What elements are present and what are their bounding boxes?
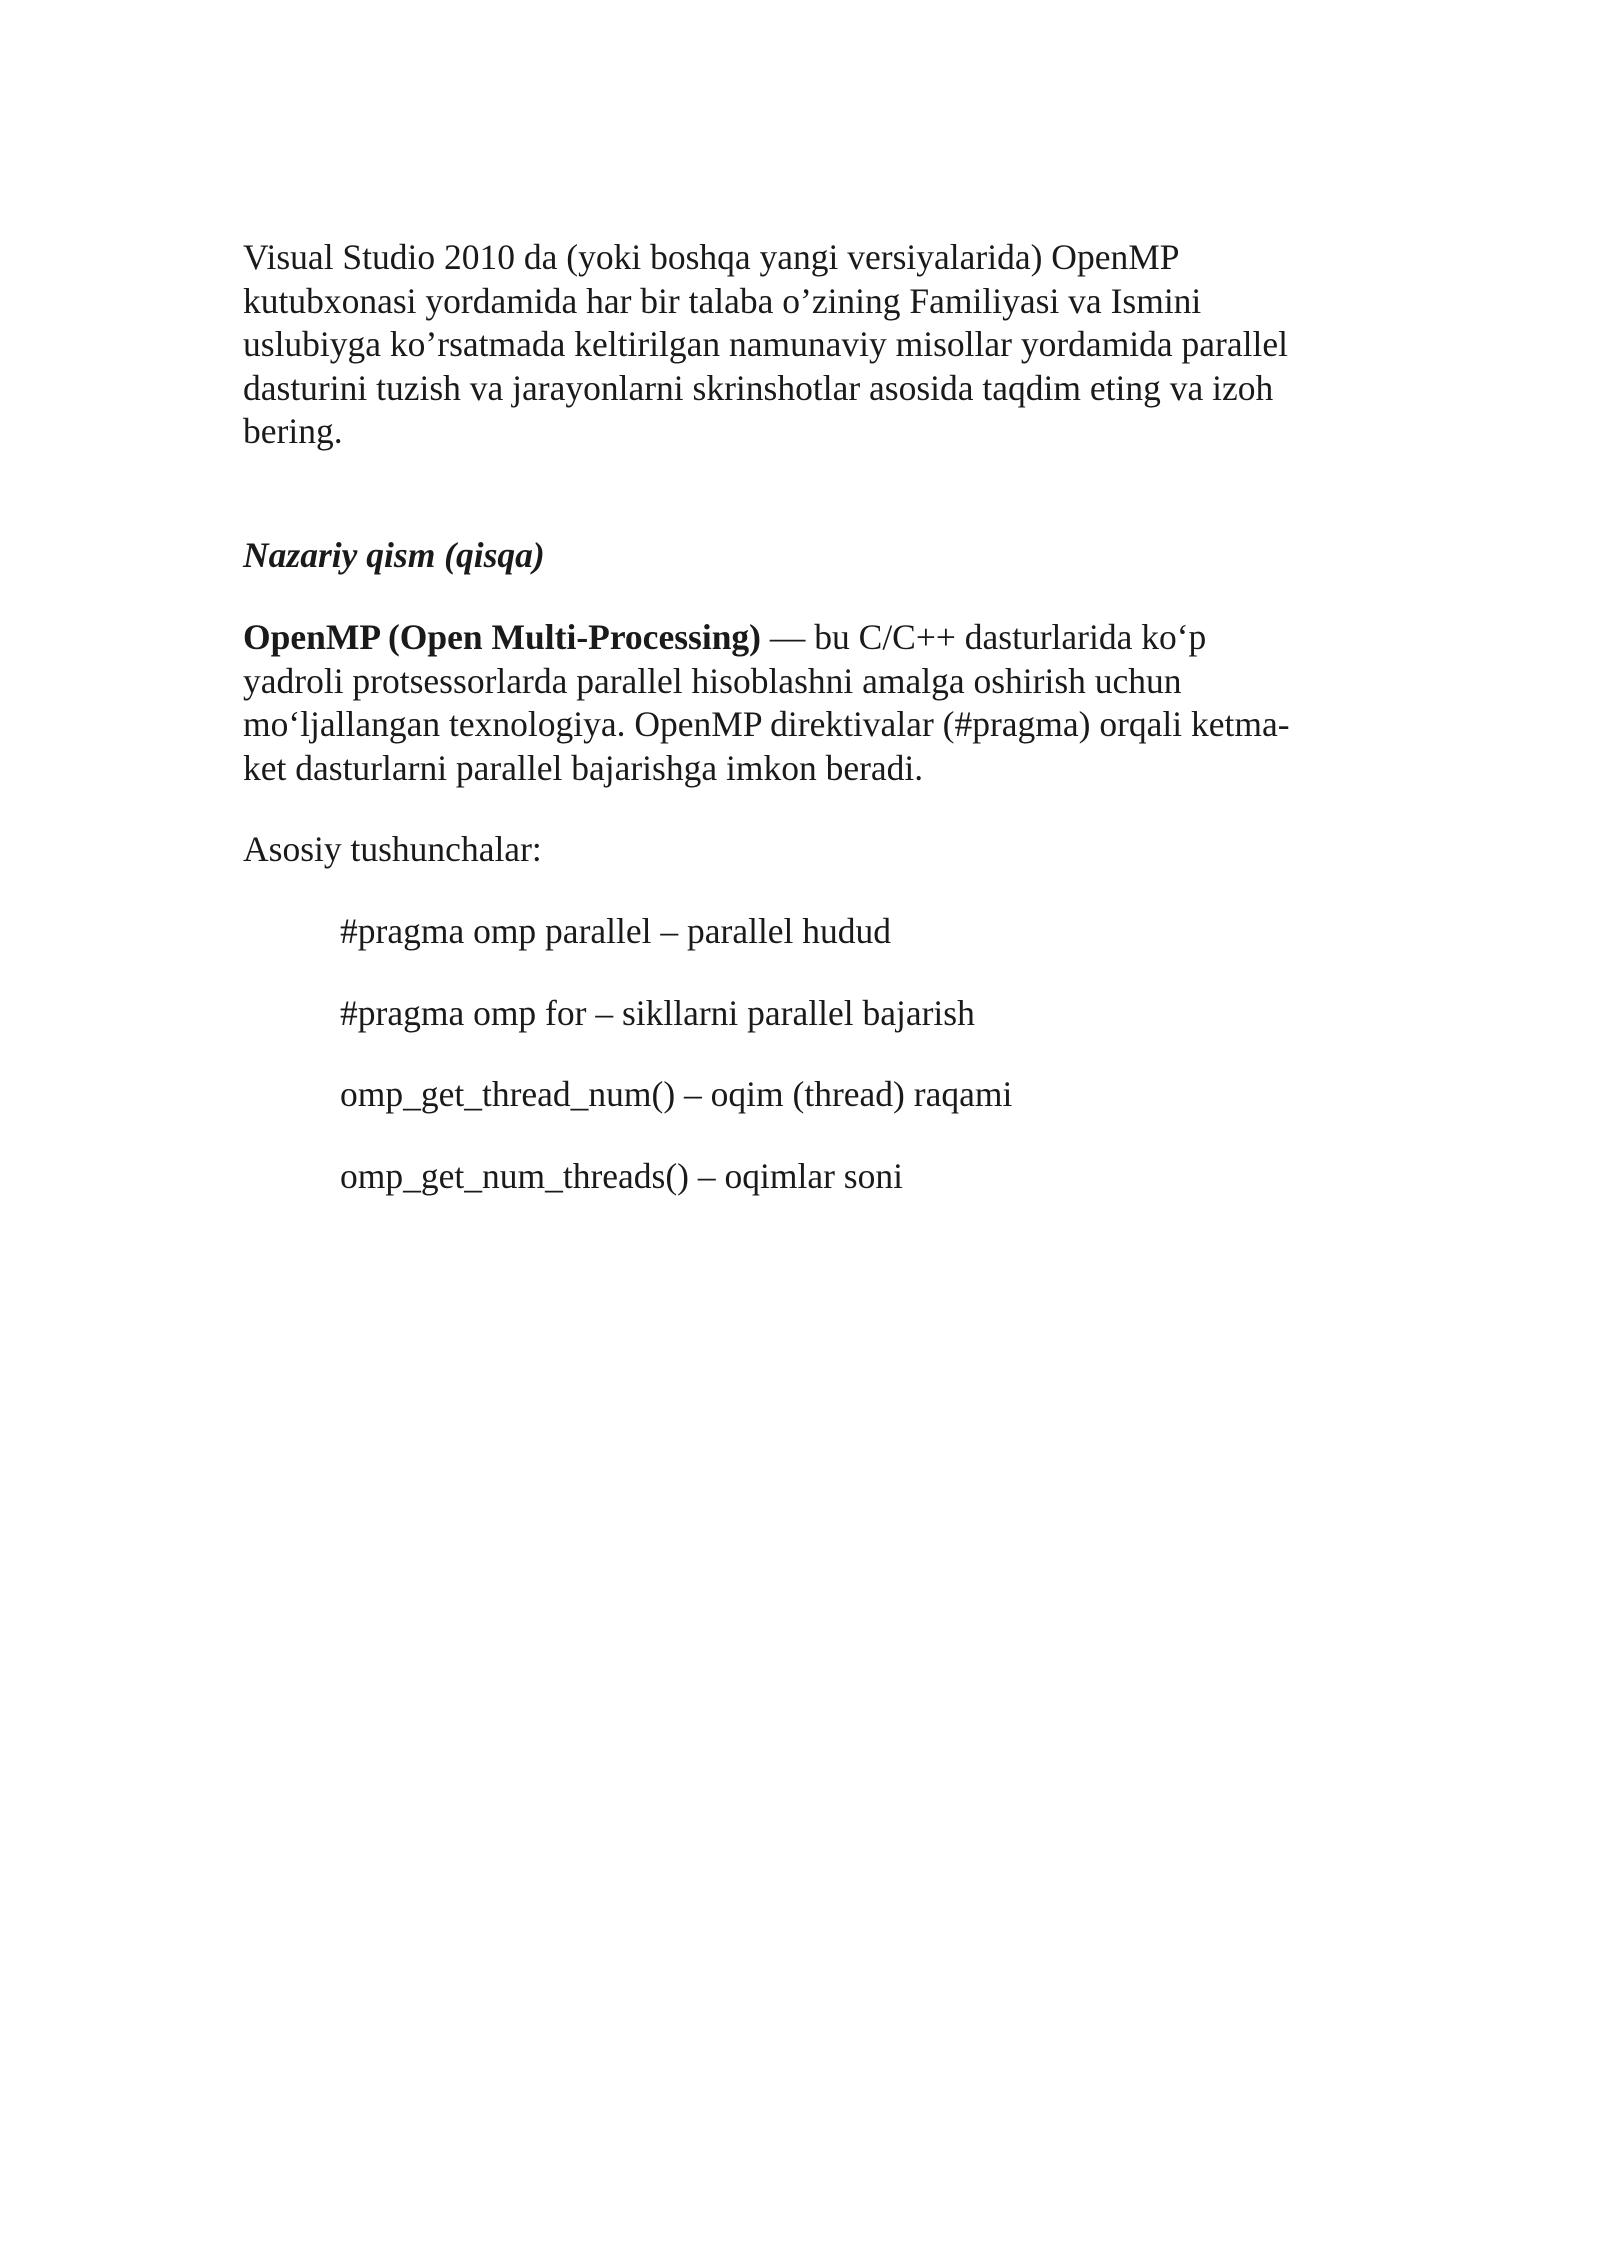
definition-term: OpenMP (Open Multi-Processing): [243, 617, 762, 657]
concept-item: omp_get_thread_num() – oqim (thread) raqami: [340, 1074, 1013, 1114]
intro-line: uslubiyga ko’rsatmada keltirilgan namunaviy misollar yordamida parallel: [243, 324, 1288, 364]
definition-line: yadroli protsessorlarda parallel hisoblashni amalga oshirish uchun: [243, 660, 1182, 701]
intro-line: Visual Studio 2010 da (yoki boshqa yangi versiyalarida) OpenMP: [243, 237, 1180, 277]
concepts-label: Asosiy tushunchalar:: [243, 829, 542, 869]
definition-first-line-rest: — bu C/C++ dasturlarida ko‘p: [761, 617, 1207, 657]
concept-item: omp_get_num_threads() – oqimlar soni: [340, 1155, 903, 1196]
page-content: [243, 236, 1383, 1196]
openmp-definition: [243, 616, 1290, 790]
intro-paragraph: [243, 236, 1383, 454]
intro-line: dasturini tuzish va jarayonlarni skrinshotlar asosida taqdim eting va izoh: [243, 367, 1274, 408]
definition-line: mo‘ljallangan texnologiya. OpenMP direktivalar (#pragma) orqali ketma-: [243, 704, 1290, 744]
section-heading: Nazariy qism (qisqa): [243, 535, 545, 575]
intro-line: bering.: [243, 411, 343, 451]
concept-item: #pragma omp for – sikllarni parallel bajarish: [340, 992, 975, 1033]
intro-line: kutubxonasi yordamida har bir talaba o’zining Familiyasi va Ismini: [243, 280, 1202, 321]
concepts-list: [340, 910, 1012, 1236]
definition-first-line: [243, 616, 1290, 660]
definition-line: ket dasturlarni parallel bajarishga imkon beradi.: [243, 747, 924, 788]
concept-item: #pragma omp parallel – parallel hudud: [340, 911, 892, 951]
